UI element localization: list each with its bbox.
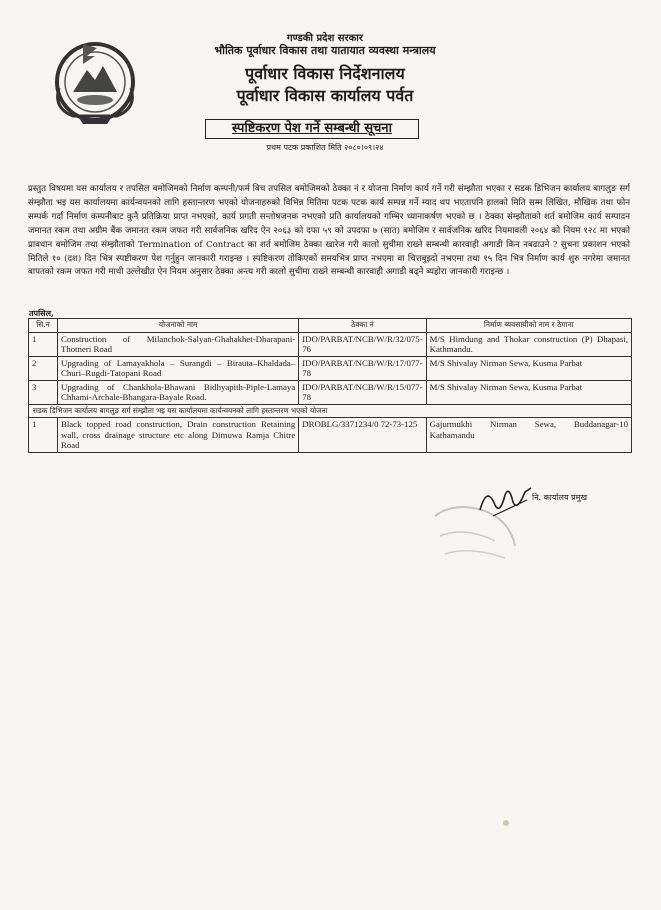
ministry-name: भौतिक पूर्वाधार विकास तथा यातायात व्यवस्था मन्त्रालय	[214, 44, 436, 57]
signatory-title: नि. कार्यालय प्रमुख	[532, 493, 588, 502]
details-label: तपसिल,	[29, 308, 54, 318]
directorate-name: पूर्वाधार विकास निर्देशनालय	[245, 64, 405, 83]
row-project-name: Construction of Milanchok-Salyan-Ghahakhet-Dharapani-Thotneri Road	[57, 332, 298, 356]
row-contractor: M/S Shivalay Nirman Sewa, Kusma Parbat	[426, 380, 631, 404]
table-row	[29, 418, 632, 453]
row-contract-no: IDO/PARBAT/NCB/W/R/15/077-78	[299, 380, 426, 404]
row-project-name: Upgrading of Chankhola-Bhawani Bidhyapith-Piple-Lamaya Chhami-Archale-Bhangara-Bayale Road.	[57, 380, 298, 404]
row-project-name: Black topped road construction, Drain construction Retaining wall, cross drainage structure etc along Dimuwa Ramja Chitre Road	[57, 418, 298, 453]
row-sn: 2	[29, 356, 58, 380]
table-row	[29, 356, 632, 380]
table-row	[29, 380, 632, 404]
header-contractor: निर्माण ब्यवसायीको नाम र ठेगाना	[426, 319, 631, 333]
project-table	[28, 318, 632, 453]
notice-body: प्रस्तुत विषयमा यस कार्यालय र तपसिल बमोजिमको निर्माण कम्पनी/फर्म बिच तपसिल बमोजिमको ठेक्का नं र योजना निर्माण कार्य गर्ने गरी संम्झौता भएका र सडक डिभिजन कार्यालय बागलुङ सर्ग संम्झौता भइ यस कार्यालयमा कार्यन्वयनको लागि हस्तान्तरण भएको योजनाहरुको विभिन्न मितिमा पटक पटक कार्य सम्पन्न गर्ने म्याद थप भएतापनि हालको मिति सम्म लिखित, मौखिक तथा फोन सम्पर्क गर्दा निर्माण कम्पनीबाट कुनै प्रतिक्रिया प्राप्त नभएको, कार्य प्रगती सन्तोषजनक नभएको प्रति कार्यालयको गम्भिर ध्यानाकर्षण भएको छ । ठेक्का संम्झौताको शर्त बमोजिम कार्य सम्पादन जमानत रकम तथा अग्रीम बैंक जमानत रकम जफत गरी सार्वजनिक खरिद ऐन २०६३ को दफा ५९ को उपदफा ७ (सात) बमोजिम र सार्वजनिक खरिद नियमावली २०६४ को नियम १२८ मा भएको प्रावधान बमोजिम तथा संम्झौताको Termination of Contract का शर्त बमोजिम ठेक्का खारेज गरी कालो सुचीमा राख्ने सम्बन्धी कारवाही अगाडी किन नबढाउने ? सुचना प्रकाशन भएको मितिले १० (दश) दिन भित्र स्पष्टीकरण पेश गर्नुहुन जानकारी गराइन्छ । स्पष्टिकरण तोकिएको समयभित्र प्राप्त नभएमा वा चित्तबुझ्दो नभएमा तथा १५ दिन भित्र निर्माण कार्य शुरु नगरेमा जमानत बापतको रकम जफत गरी माथी उल्लेखीत ऐन नियम अनुसार ठेक्का अन्त्य गरी कालो सुचीमा राख्ने सम्बन्धी कारवाही अगाडी बढ्ने ब्यहोरा जानकारी गराइन्छ ।	[28, 184, 630, 278]
row-contract-no: IDO/PARBAT/NCB/W/R/17/077-78	[299, 356, 426, 380]
row-contractor: M/S Shivalay Nirman Sewa, Kusma Parbat	[426, 356, 631, 380]
row-contract-no: IDO/PARBAT/NCB/W/R/32/075-76	[299, 332, 426, 356]
header-sn: सि.न	[29, 319, 58, 333]
row-project-name: Upgrading of Lamayakhola – Surangdi – Birauta–Khaldada–Churi–Rugdi-Tatopani Road	[57, 356, 298, 380]
row-contractor: M/S Himdung and Thokar construction (P) Dhapasi, Kathmandu.	[426, 332, 631, 356]
province-name: गण्डकी प्रदेश सरकार	[287, 33, 363, 44]
table-section-row	[29, 404, 632, 418]
row-contractor: Gajurmukhi Nirman Sewa, Buddanagar-10 Kathamandu	[426, 418, 631, 453]
office-name: पूर्वाधार विकास कार्यालय पर्वत	[236, 86, 414, 105]
row-contract-no: DROBLG/3371234/0 72-73-125	[299, 418, 426, 453]
row-sn: 3	[29, 380, 58, 404]
table-row	[29, 332, 632, 356]
row-sn: 1	[29, 418, 58, 453]
row-sn: 1	[29, 332, 58, 356]
publish-date: प्रथम पटक प्रकाशित मिति २०८०।०९।२४	[266, 143, 384, 152]
header-contract-no: ठेक्का नं	[299, 319, 426, 333]
nepal-emblem-icon	[43, 30, 147, 126]
header-project-name: योजनाको नाम	[57, 319, 298, 333]
section-label: सडक डिभिजन कार्यालय बागलुङ सर्ग संम्झौता भइ यस कार्यालयमा कार्यन्वयनको लागि हस्तान्तरण भएको योजना	[29, 404, 632, 418]
paper-blemish	[503, 820, 509, 826]
table-header-row	[29, 319, 632, 333]
handwritten-signature	[475, 480, 535, 520]
notice-title: स्पष्टिकरण पेश गर्ने सम्बन्धी सूचना	[205, 119, 419, 139]
